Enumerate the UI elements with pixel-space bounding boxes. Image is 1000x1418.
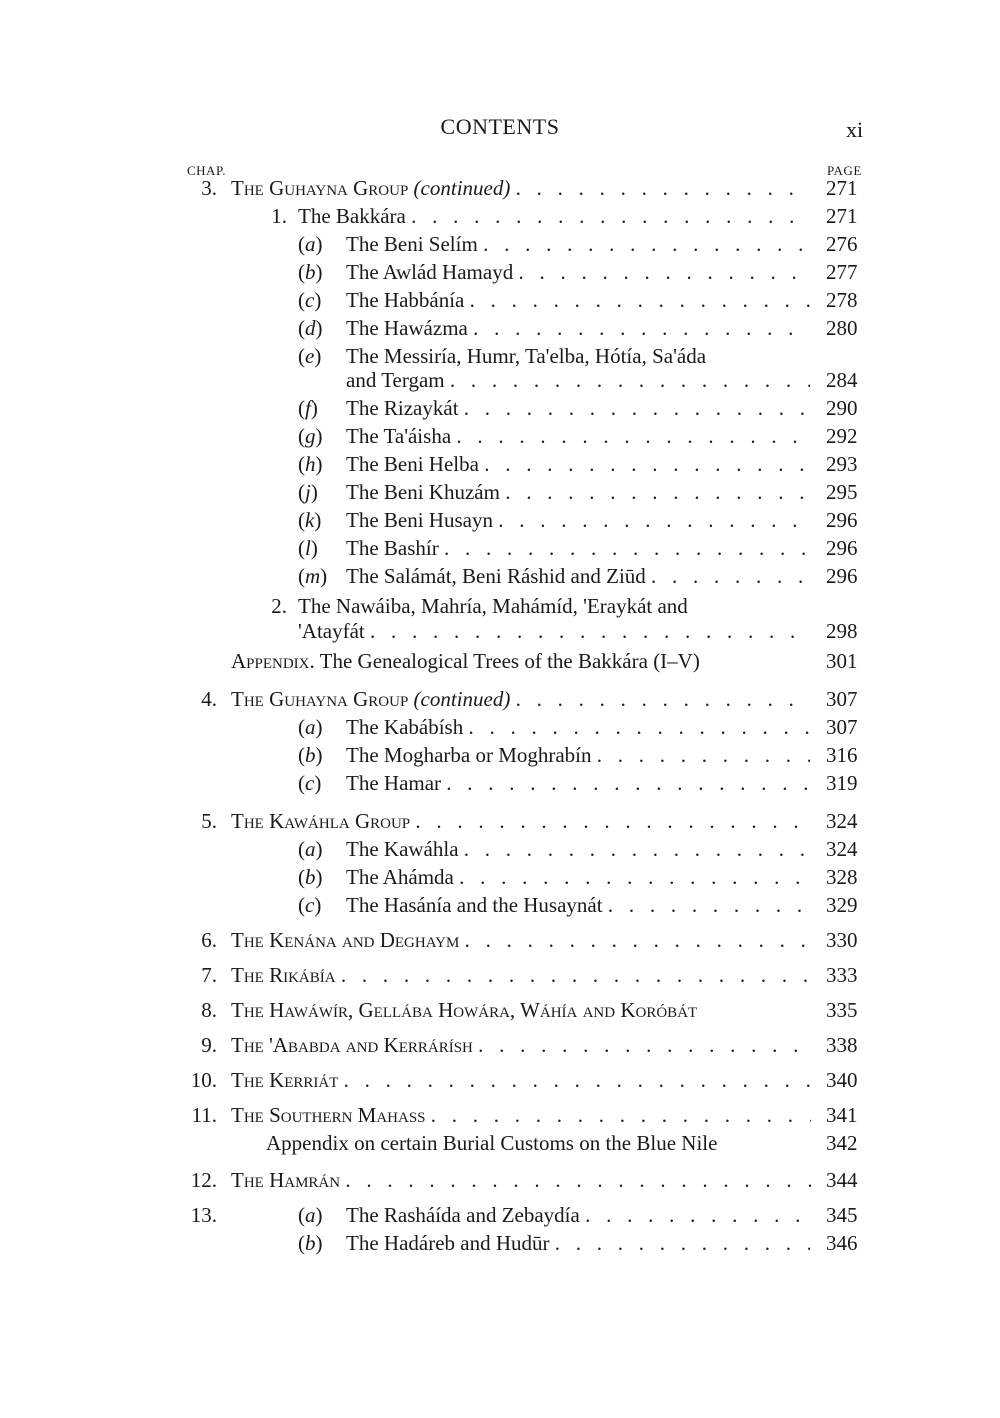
contents-entry (0, 394, 1000, 422)
entry-title-text: The Bashír (346, 536, 439, 560)
page-number: 292 (826, 424, 858, 448)
page-number: 307 (826, 715, 858, 739)
entry-title-text: The Kawáhla (346, 837, 459, 861)
contents-entry (0, 506, 1000, 534)
contents-entry (0, 807, 1000, 835)
entry-title-smallcaps: The Guhayna Group (231, 687, 409, 711)
chapter-number: 7. (201, 963, 217, 987)
entry-title-text: The Kabábísh (346, 715, 464, 739)
entry-title-smallcaps: The Southern Mahass (231, 1103, 426, 1127)
entry-title (231, 807, 811, 835)
subsection-label: (j) (298, 480, 318, 504)
contents-entry (0, 961, 1000, 989)
contents-entry (0, 174, 1000, 202)
subsection-label: (c) (298, 771, 322, 795)
contents-entry (0, 1066, 1000, 1094)
entry-title-text: and Tergam (346, 368, 445, 392)
entry-title (298, 617, 810, 645)
entry-title-text: The Rasháída and Zebaydía (346, 1203, 580, 1227)
entry-title (231, 1066, 811, 1094)
entry-title (346, 1229, 810, 1257)
entry-title (231, 685, 811, 713)
contents-entry (0, 1166, 1000, 1194)
entry-title (266, 1129, 811, 1157)
entry-title-text: The Hamar (346, 771, 442, 795)
page-number: 333 (826, 963, 858, 987)
subsection-label: (a) (298, 837, 323, 861)
page-number: 271 (826, 176, 858, 200)
chap-column-label: CHAP. (187, 163, 226, 178)
page-number: 276 (826, 232, 858, 256)
contents-entry (0, 713, 1000, 741)
entry-title-text: The Awlád Hamayd (346, 260, 514, 284)
entry-title-smallcaps: The Rikábía (231, 963, 336, 987)
chapter-number: 2. (271, 594, 287, 618)
entry-title (346, 450, 810, 478)
entry-title (231, 1101, 811, 1129)
subsection-label: (a) (298, 715, 323, 739)
entry-title-smallcaps: The Kawáhla Group (231, 809, 411, 833)
entry-title (231, 996, 811, 1024)
entry-title (346, 258, 810, 286)
contents-entry (0, 592, 1000, 620)
entry-title-smallcaps: The Kerriát (231, 1068, 339, 1092)
entry-title (346, 835, 810, 863)
entry-title-text: The Hasánía and the Husaynát (346, 893, 603, 917)
chapter-number: 13. (190, 1203, 217, 1227)
subsection-label: (f) (298, 396, 318, 420)
chapter-number: 8. (201, 998, 217, 1022)
subsection-label: (h) (298, 452, 323, 476)
page-number: 296 (826, 564, 858, 588)
entry-title (231, 926, 811, 954)
entry-title (231, 1031, 811, 1059)
page-number: 324 (826, 837, 858, 861)
page-number: 293 (826, 452, 858, 476)
chapter-number: 3. (201, 176, 217, 200)
page-number: 342 (826, 1131, 858, 1155)
entry-title-text: The Mogharba or Moghrabín (346, 743, 592, 767)
contents-entry (0, 1201, 1000, 1229)
contents-entry (0, 741, 1000, 769)
subsection-label: (a) (298, 232, 323, 256)
page-folio: xi (846, 117, 864, 142)
entry-title (346, 863, 810, 891)
page-number: 280 (826, 316, 858, 340)
contents-entry (0, 314, 1000, 342)
entry-title-text: The Ta'áisha (346, 424, 452, 448)
page-number: 277 (826, 260, 858, 284)
subsection-label: (b) (298, 1231, 323, 1255)
chapter-number: 4. (201, 687, 217, 711)
entry-title (346, 769, 810, 797)
entry-title-smallcaps: The Hawáwír, Gellába Howára, Wáhía and Koróbát (231, 998, 698, 1022)
entry-title-smallcaps: The Guhayna Group (231, 176, 409, 200)
page-number: 340 (826, 1068, 858, 1092)
entry-title-text: 'Atayfát (298, 619, 365, 643)
subsection-label: (b) (298, 865, 323, 889)
entry-title-text: The Beni Helba (346, 452, 479, 476)
contents-entry (0, 534, 1000, 562)
page-number: 344 (826, 1168, 858, 1192)
chapter-number: 10. (190, 1068, 217, 1092)
entry-title-smallcaps: The Kenána and Deghaym (231, 928, 460, 952)
subsection-label: (b) (298, 260, 323, 284)
entry-title-text: The Messiría, Humr, Ta'elba, Hótía, Sa'áda (346, 344, 707, 368)
entry-title-italic: (continued) (413, 176, 511, 200)
page-number: 341 (826, 1103, 858, 1127)
entry-title-smallcaps: The Hamrán (231, 1168, 341, 1192)
subsection-label: (l) (298, 536, 318, 560)
contents-entry (0, 835, 1000, 863)
page-number: 324 (826, 809, 858, 833)
contents-entry (0, 617, 1000, 645)
entry-title (231, 961, 811, 989)
entry-title (231, 647, 811, 675)
contents-entry (0, 1031, 1000, 1059)
chapter-number: 11. (191, 1103, 217, 1127)
page-number: 271 (826, 204, 858, 228)
entry-title-text: The Hadáreb and Hudūr (346, 1231, 550, 1255)
page-number: 290 (826, 396, 858, 420)
page-number: 278 (826, 288, 858, 312)
entry-title (346, 286, 810, 314)
entry-title-text: The Beni Khuzám (346, 480, 500, 504)
contents-entry (0, 647, 1000, 675)
entry-title (231, 1166, 811, 1194)
entry-title-text: The Nawáiba, Mahría, Mahámíd, 'Eraykát and (298, 594, 688, 618)
subsection-label: (c) (298, 288, 322, 312)
entry-title-smallcaps: Appendix. (231, 649, 315, 673)
chapter-number: 1. (271, 204, 287, 228)
chapter-number: 6. (201, 928, 217, 952)
entry-title (298, 202, 810, 230)
entry-title (346, 562, 810, 590)
subsection-label: (g) (298, 424, 323, 448)
entry-title (346, 741, 810, 769)
page-number: 296 (826, 536, 858, 560)
entry-title (346, 478, 810, 506)
subsection-label: (b) (298, 743, 323, 767)
contents-entry (0, 891, 1000, 919)
subsection-label: (a) (298, 1203, 323, 1227)
contents-entry (0, 202, 1000, 230)
entry-title (346, 230, 810, 258)
contents-entry (0, 1229, 1000, 1257)
subsection-label: (d) (298, 316, 323, 340)
subsection-label: (e) (298, 344, 322, 368)
page-number: 346 (826, 1231, 858, 1255)
page-number: 335 (826, 998, 858, 1022)
entry-title-text: The Genealogical Trees of the Bakkára (I–V) (319, 649, 700, 673)
page-number: 301 (826, 649, 858, 673)
contents-entry (0, 1129, 1000, 1157)
subsection-label: (c) (298, 893, 322, 917)
contents-entry (0, 258, 1000, 286)
page-number: 316 (826, 743, 858, 767)
entry-title (346, 394, 810, 422)
subsection-label: (k) (298, 508, 322, 532)
entry-title-text: The Salámát, Beni Ráshid and Ziūd (346, 564, 646, 588)
entry-title-text: The Beni Husayn (346, 508, 493, 532)
page-number: 307 (826, 687, 858, 711)
page-number: 338 (826, 1033, 858, 1057)
entry-title (346, 713, 810, 741)
entry-title (346, 422, 810, 450)
contents-entry (0, 685, 1000, 713)
entry-title (231, 174, 811, 202)
entry-title-text: The Beni Selím (346, 232, 478, 256)
contents-entry (0, 450, 1000, 478)
contents-entry (0, 286, 1000, 314)
subsection-label: (m) (298, 564, 328, 588)
page-number: 330 (826, 928, 858, 952)
entry-title (346, 314, 810, 342)
contents-entry (0, 230, 1000, 258)
entry-title-smallcaps: The 'Ababda and Kerrárísh (231, 1033, 473, 1057)
entry-title (346, 534, 810, 562)
page-title: CONTENTS (440, 114, 560, 139)
entry-title-text: Appendix on certain Burial Customs on the Blue Nile (266, 1131, 718, 1155)
page-column-label: PAGE (827, 163, 862, 178)
entry-title-text: The Ahámda (346, 865, 454, 889)
chapter-number: 5. (201, 809, 217, 833)
entry-title-text: The Rizaykát (346, 396, 459, 420)
contents-entry (0, 478, 1000, 506)
contents-entry (0, 769, 1000, 797)
chapter-number: 9. (201, 1033, 217, 1057)
contents-entry (0, 422, 1000, 450)
entry-title (298, 592, 810, 620)
page-number: 298 (826, 619, 858, 643)
page-number: 284 (826, 368, 858, 392)
page-number: 345 (826, 1203, 858, 1227)
chapter-number: 12. (190, 1168, 217, 1192)
contents-entry (0, 1101, 1000, 1129)
page-number: 329 (826, 893, 858, 917)
contents-entry (0, 366, 1000, 394)
contents-entry (0, 996, 1000, 1024)
entry-title (346, 366, 810, 394)
entry-title-text: The Habbánía (346, 288, 465, 312)
entry-title (346, 891, 810, 919)
page-number: 295 (826, 480, 858, 504)
page-number: 319 (826, 771, 858, 795)
entry-title-text: The Hawázma (346, 316, 468, 340)
entry-title (346, 506, 810, 534)
entry-title-italic: (continued) (413, 687, 511, 711)
contents-entry (0, 926, 1000, 954)
page-number: 296 (826, 508, 858, 532)
entry-title-text: The Bakkára (298, 204, 406, 228)
page-number: 328 (826, 865, 858, 889)
contents-entry (0, 562, 1000, 590)
entry-title (346, 1201, 810, 1229)
contents-entry (0, 863, 1000, 891)
